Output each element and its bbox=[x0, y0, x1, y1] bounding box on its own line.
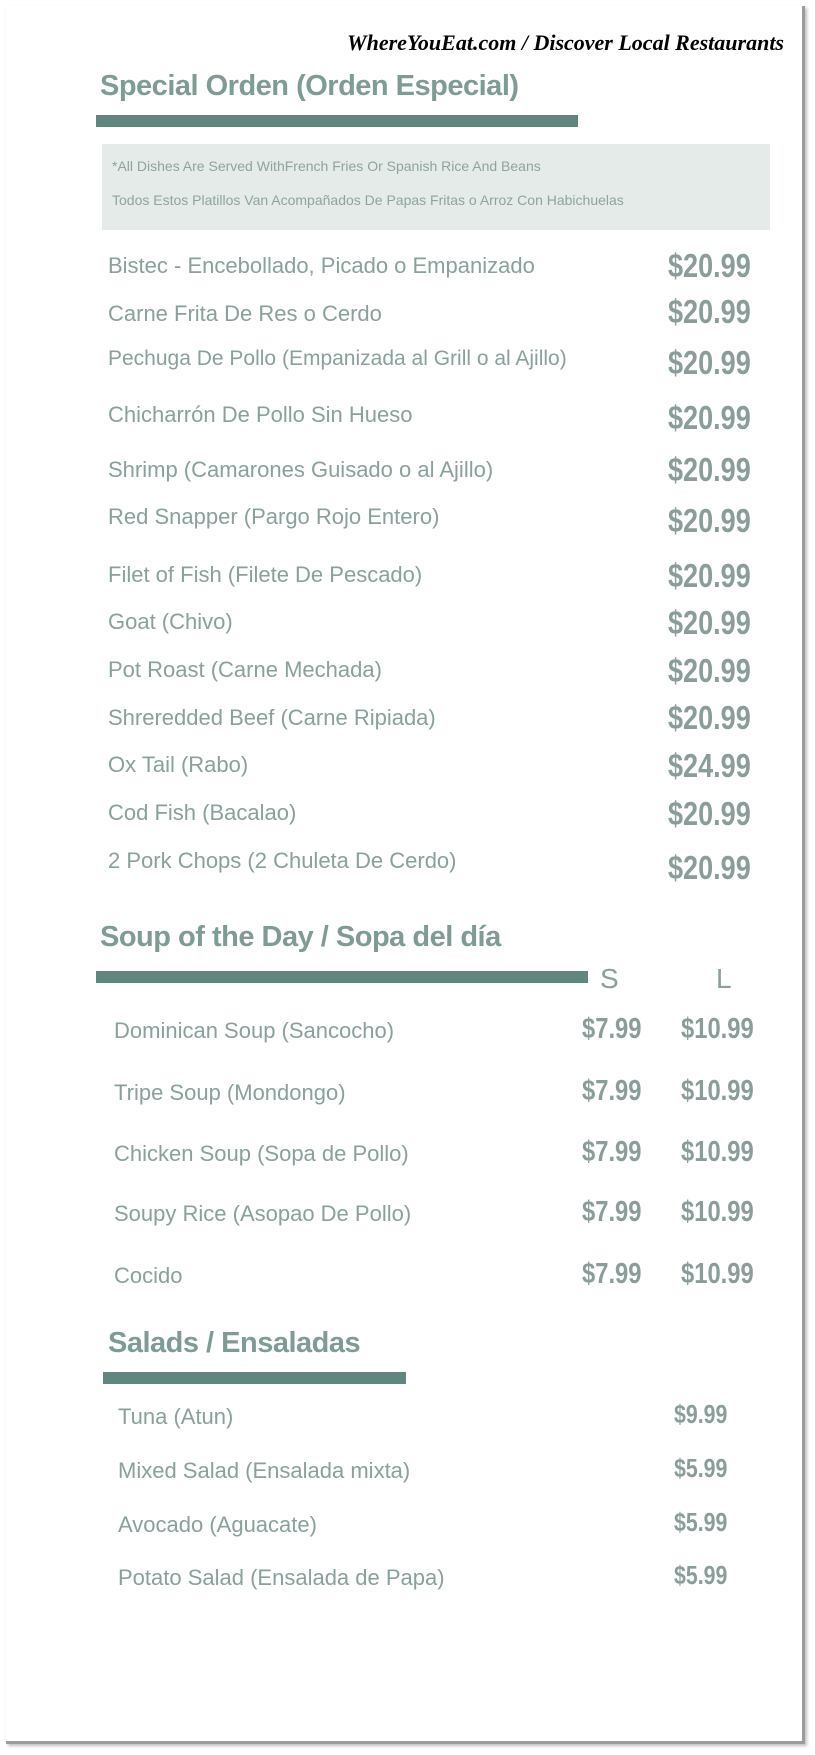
salads-title-underline bbox=[103, 1372, 406, 1384]
special-item-price: $20.99 bbox=[668, 502, 751, 539]
special-item-price: $20.99 bbox=[668, 699, 751, 736]
salad-item-name: Potato Salad (Ensalada de Papa) bbox=[118, 1565, 445, 1590]
special-item-price: $20.99 bbox=[668, 652, 751, 689]
salad-item-price: $5.99 bbox=[674, 1453, 728, 1483]
soup-column-small: S bbox=[600, 963, 619, 994]
soup-item-name: Cocido bbox=[114, 1263, 183, 1288]
special-item-name: Goat (Chivo) bbox=[108, 609, 233, 634]
soup-small-price: $7.99 bbox=[582, 1075, 642, 1107]
soup-large-price: $10.99 bbox=[681, 1258, 754, 1290]
salads-section-title: Salads / Ensaladas bbox=[108, 1327, 361, 1359]
soup-title-underline bbox=[96, 971, 588, 983]
special-item-price: $20.99 bbox=[668, 247, 751, 284]
special-title-underline bbox=[96, 115, 578, 127]
salad-item-price: $5.99 bbox=[674, 1507, 728, 1537]
special-item-name: Shreredded Beef (Carne Ripiada) bbox=[108, 705, 436, 730]
soup-column-large: L bbox=[716, 963, 732, 994]
site-watermark: WhereYouEat.com / Discover Local Restaurants bbox=[347, 30, 784, 55]
special-item-name: Carne Frita De Res o Cerdo bbox=[108, 301, 382, 326]
special-item-name: Pot Roast (Carne Mechada) bbox=[108, 657, 382, 682]
special-item-name: Shrimp (Camarones Guisado o al Ajillo) bbox=[108, 457, 494, 482]
soup-small-price: $7.99 bbox=[582, 1013, 642, 1045]
special-item-price: $20.99 bbox=[668, 604, 751, 641]
special-item-name: Chicharrón De Pollo Sin Hueso bbox=[108, 402, 413, 427]
soup-item-name: Tripe Soup (Mondongo) bbox=[114, 1080, 346, 1105]
menu-page bbox=[6, 6, 805, 1744]
soup-large-price: $10.99 bbox=[681, 1196, 754, 1228]
special-item-name: 2 Pork Chops (2 Chuleta De Cerdo) bbox=[108, 848, 457, 873]
special-item-price: $20.99 bbox=[668, 293, 751, 330]
special-item-name: Ox Tail (Rabo) bbox=[108, 752, 249, 777]
special-item-price: $20.99 bbox=[668, 849, 751, 886]
special-item-price: $20.99 bbox=[668, 557, 751, 594]
special-section-title: Special Orden (Orden Especial) bbox=[100, 70, 519, 102]
salad-item-price: $9.99 bbox=[674, 1399, 728, 1429]
soup-small-price: $7.99 bbox=[582, 1196, 642, 1228]
soup-item-name: Soupy Rice (Asopao De Pollo) bbox=[114, 1201, 412, 1226]
special-item-name: Bistec - Encebollado, Picado o Empanizado bbox=[108, 253, 535, 278]
salad-item-name: Avocado (Aguacate) bbox=[118, 1512, 317, 1537]
special-item-name: Pechuga De Pollo (Empanizada al Grill o al Ajillo) bbox=[108, 347, 567, 370]
special-item-price: $20.99 bbox=[668, 344, 751, 381]
sides-note-english: *All Dishes Are Served WithFrench Fries Or Spanish Rice And Beans bbox=[112, 158, 541, 174]
salad-item-price: $5.99 bbox=[674, 1560, 728, 1590]
soup-item-name: Chicken Soup (Sopa de Pollo) bbox=[114, 1141, 409, 1166]
soup-section-title: Soup of the Day / Sopa del día bbox=[100, 921, 501, 953]
soup-large-price: $10.99 bbox=[681, 1136, 754, 1168]
special-item-price: $24.99 bbox=[668, 747, 751, 784]
special-item-name: Filet of Fish (Filete De Pescado) bbox=[108, 562, 423, 587]
soup-large-price: $10.99 bbox=[681, 1075, 754, 1107]
sides-note-box bbox=[102, 144, 770, 230]
special-item-name: Cod Fish (Bacalao) bbox=[108, 800, 297, 825]
soup-small-price: $7.99 bbox=[582, 1258, 642, 1290]
sides-note-spanish: Todos Estos Platillos Van Acompañados De Papas Fritas o Arroz Con Habichuelas bbox=[112, 192, 624, 208]
soup-item-name: Dominican Soup (Sancocho) bbox=[114, 1018, 395, 1043]
special-item-name: Red Snapper (Pargo Rojo Entero) bbox=[108, 504, 440, 529]
salad-item-name: Mixed Salad (Ensalada mixta) bbox=[118, 1458, 411, 1483]
soup-large-price: $10.99 bbox=[681, 1013, 754, 1045]
special-item-price: $20.99 bbox=[668, 795, 751, 832]
special-item-price: $20.99 bbox=[668, 399, 751, 436]
salad-item-name: Tuna (Atun) bbox=[118, 1404, 234, 1429]
soup-small-price: $7.99 bbox=[582, 1136, 642, 1168]
special-item-price: $20.99 bbox=[668, 451, 751, 488]
